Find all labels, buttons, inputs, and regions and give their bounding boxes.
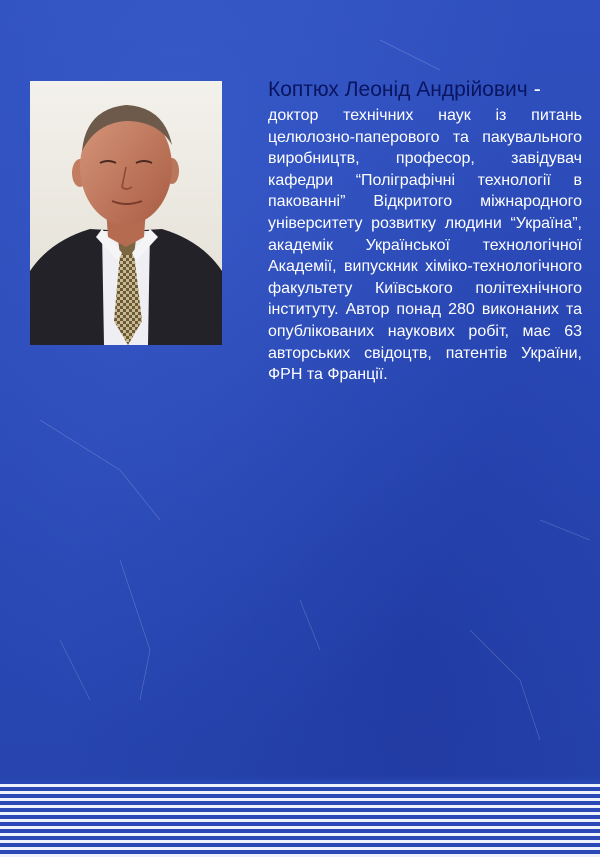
- author-bio-text: доктор технічних наук із питань целюлозно-паперового та пакувального виробництв, професор, завідувач кафедри “Поліграфічні технології в пакованні” Відкритого міжнародного університету розвитку людини “Україна”, академік Української технологічної Академії, випускник хіміко-технологічного факультету Київського політехнічного інституту. Автор понад 280 виконаних та опублікованих наукових робіт, має 63 авторських свідоцтв, патентів України, ФРН та Франції.: [268, 107, 582, 384]
- author-name-line: [268, 78, 582, 102]
- decorative-stripes: [0, 784, 600, 857]
- portrait-illustration: [30, 81, 222, 345]
- stripe-fade: [0, 776, 600, 784]
- name-dash: -: [533, 78, 541, 101]
- author-bio: [268, 78, 582, 386]
- author-portrait-photo: [30, 81, 222, 345]
- author-name: Коптюх Леонід Андрійович: [268, 78, 528, 101]
